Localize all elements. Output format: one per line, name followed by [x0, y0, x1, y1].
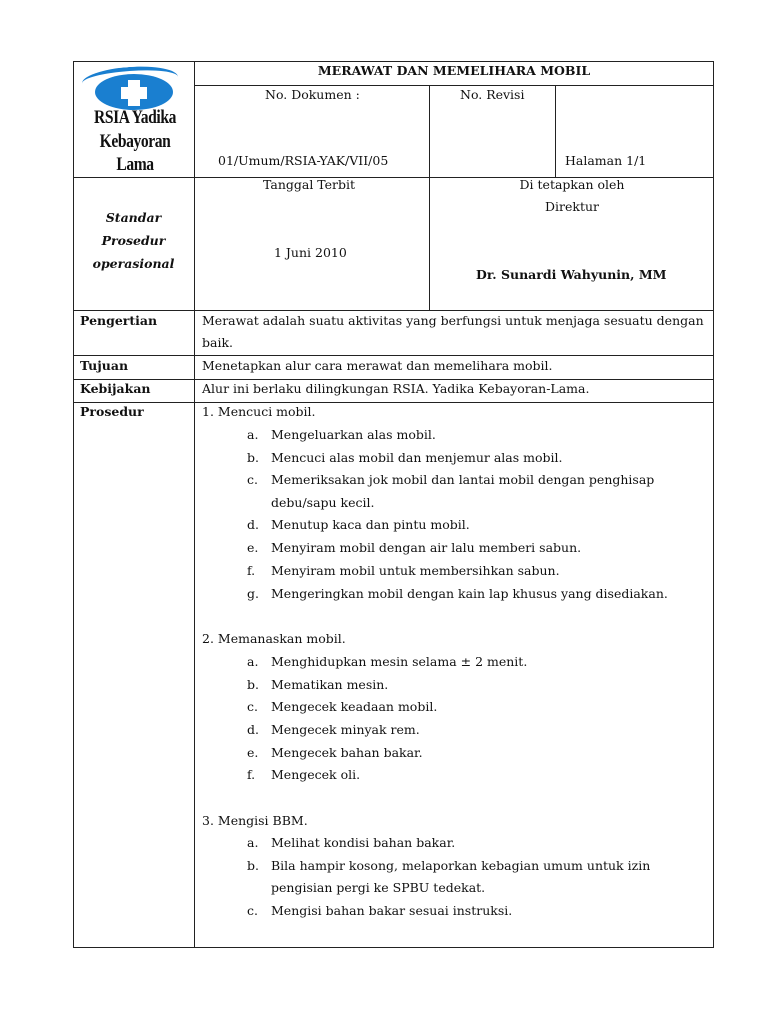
column-divider-revisi: [555, 85, 556, 178]
step-heading: 2. Memanaskan mobil.: [202, 631, 346, 646]
medical-cross-bar-icon: [121, 87, 147, 99]
kebijakan-divider: [73, 402, 714, 403]
item-text: Mengeluarkan alas mobil.: [271, 427, 436, 442]
item-marker: b.: [247, 858, 259, 873]
item-marker: b.: [247, 677, 259, 692]
logo-line-2: Kebayoran: [99, 131, 171, 152]
date-divider: [73, 310, 714, 311]
table-border-left: [73, 61, 74, 948]
pengertian-divider: [73, 355, 714, 356]
item-text: Menghidupkan mesin selama ± 2 menit.: [271, 654, 528, 669]
column-divider-mid: [429, 85, 430, 311]
item-text: Menutup kaca dan pintu mobil.: [271, 517, 470, 532]
sop-label-line-3: operasional: [92, 256, 175, 271]
logo-line-1: RSIA Yadika: [94, 107, 176, 128]
item-text: Bila hampir kosong, melaporkan kebagian umum untuk izin: [271, 858, 651, 873]
issue-date-value: 1 Juni 2010: [274, 245, 347, 260]
item-marker: a.: [247, 427, 259, 442]
item-text: Mengecek minyak rem.: [271, 722, 420, 737]
item-marker: c.: [247, 903, 258, 918]
prosedur-label: Prosedur: [80, 404, 144, 419]
item-marker: f.: [247, 563, 256, 578]
established-by-label: Di tetapkan oleh: [519, 177, 625, 192]
item-marker: e.: [247, 745, 259, 760]
doc-number-value: 01/Umum/RSIA-YAK/VII/05: [218, 153, 389, 168]
pengertian-text-line-2: baik.: [202, 335, 233, 350]
kebijakan-text: Alur ini berlaku dilingkungan RSIA. Yadika Kebayoran-Lama.: [202, 381, 590, 396]
tujuan-label: Tujuan: [80, 358, 129, 373]
item-marker: d.: [247, 517, 259, 532]
tujuan-text: Menetapkan alur cara merawat dan memelihara mobil.: [202, 358, 553, 373]
item-text: Menyiram mobil dengan air lalu memberi sabun.: [271, 540, 582, 555]
item-text: Mengisi bahan bakar sesuai instruksi.: [271, 903, 513, 918]
table-border-bottom: [73, 947, 714, 948]
pengertian-text-line-1: Merawat adalah suatu aktivitas yang berfungsi untuk menjaga sesuatu dengan: [202, 313, 704, 328]
item-marker: f.: [247, 767, 256, 782]
item-text: pengisian pergi ke SPBU tedekat.: [271, 880, 486, 895]
document-title: MERAWAT DAN MEMELIHARA MOBIL: [317, 63, 591, 78]
title-divider: [194, 85, 714, 86]
step-heading: 3. Mengisi BBM.: [202, 813, 308, 828]
item-text: debu/sapu kecil.: [271, 495, 375, 510]
item-marker: g.: [247, 586, 259, 601]
item-text: Melihat kondisi bahan bakar.: [271, 835, 456, 850]
sop-label-line-2: Prosedur: [101, 233, 166, 248]
table-border-right: [713, 61, 714, 948]
revision-label: No. Revisi: [460, 87, 525, 102]
item-text: Menyiram mobil untuk membersihkan sabun.: [271, 563, 560, 578]
item-text: Mengecek bahan bakar.: [271, 745, 423, 760]
kebijakan-label: Kebijakan: [80, 381, 151, 396]
item-text: Mematikan mesin.: [271, 677, 389, 692]
doc-number-label: No. Dokumen :: [265, 87, 360, 102]
item-text: Mengecek oli.: [271, 767, 361, 782]
sop-label-line-1: Standar: [105, 210, 162, 225]
table-border-top: [73, 61, 714, 62]
step-heading: 1. Mencuci mobil.: [202, 404, 316, 419]
item-text: Mengeringkan mobil dengan kain lap khusus yang disediakan.: [271, 586, 668, 601]
item-marker: c.: [247, 472, 258, 487]
tujuan-divider: [73, 379, 714, 380]
item-marker: e.: [247, 540, 259, 555]
director-name: Dr. Sunardi Wahyunin, MM: [476, 267, 667, 282]
item-text: Mencuci alas mobil dan menjemur alas mobil.: [271, 450, 563, 465]
pengertian-label: Pengertian: [80, 313, 158, 328]
item-marker: d.: [247, 722, 259, 737]
item-marker: c.: [247, 699, 258, 714]
logo-line-3: Lama: [116, 154, 154, 175]
issue-date-label: Tanggal Terbit: [263, 177, 356, 192]
item-marker: b.: [247, 450, 259, 465]
column-divider-left: [194, 61, 195, 948]
director-title: Direktur: [544, 199, 600, 214]
item-marker: a.: [247, 835, 259, 850]
item-marker: a.: [247, 654, 259, 669]
item-text: Memeriksakan jok mobil dan lantai mobil dengan penghisap: [271, 472, 655, 487]
page-number: Halaman 1/1: [565, 153, 647, 168]
item-text: Mengecek keadaan mobil.: [271, 699, 438, 714]
